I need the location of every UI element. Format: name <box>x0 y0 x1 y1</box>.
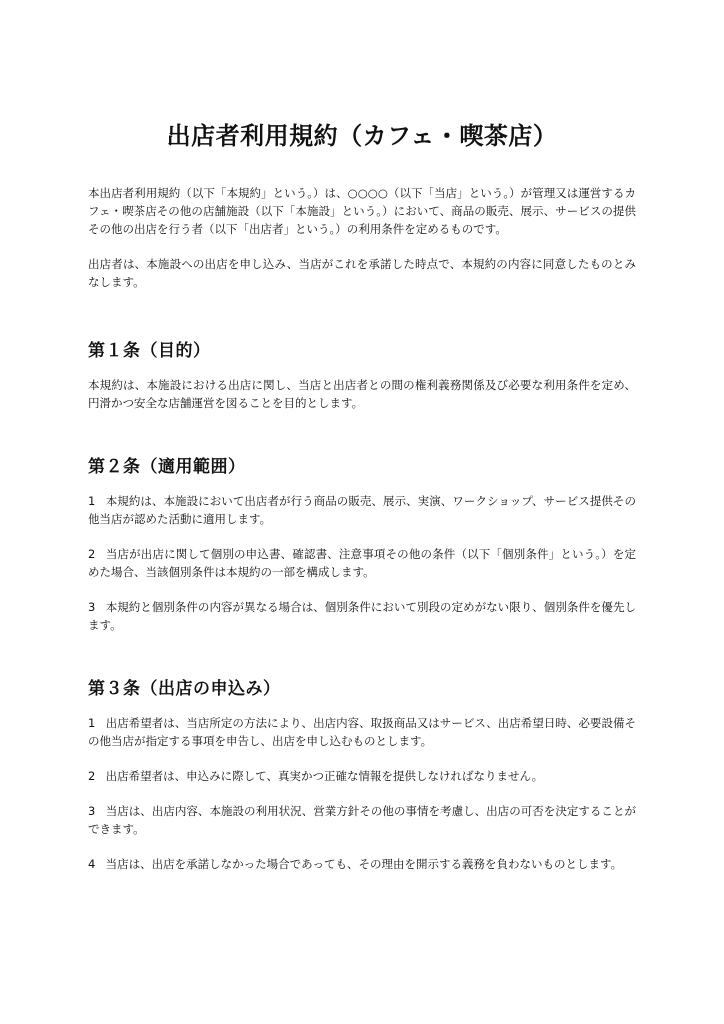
article-3 <box>88 676 636 873</box>
clause-text: 出店希望者は、当店所定の方法により、出店内容、取扱商品又はサービス、出店希望日時、必要設備その他当店が指定する事項を申告し、出店を申し込むものとします。 <box>88 716 636 748</box>
article-paragraph: 本規約は、本施設における出店に関し、当店と出店者との間の権利義務関係及び必要な利用条件を定め、円滑かつ安全な店舗運営を図ることを目的とします。 <box>88 378 636 410</box>
article-heading: 第３条（出店の申込み） <box>88 679 281 699</box>
clause-text: 本規約は、本施設において出店者が行う商品の販売、展示、実演、ワークショップ、サービス提供その他当店が認めた活動に適用します。 <box>88 494 636 526</box>
article-clause <box>88 855 636 873</box>
clause-text: 当店は、出店を承諾しなかった場合であっても、その理由を開示する義務を負わないものとします。 <box>105 857 623 871</box>
clause-number: 2 <box>88 547 96 561</box>
article-clause <box>88 767 636 785</box>
intro-paragraph: 出店者は、本施設への出店を申し込み、当店がこれを承諾した時点で、本規約の内容に同意したものとみなします。 <box>88 257 636 289</box>
article-clause <box>88 492 636 528</box>
article-1 <box>88 338 636 412</box>
clause-number: 1 <box>88 494 96 508</box>
article-clause <box>88 802 636 838</box>
intro-section <box>88 184 636 291</box>
clause-text: 当店が出店に関して個別の申込書、確認書、注意事項その他の条件（以下「個別条件」という。）を定めた場合、当該個別条件は本規約の一部を構成します。 <box>88 547 636 579</box>
article-clause <box>88 714 636 750</box>
clause-text: 当店は、出店内容、本施設の利用状況、営業方針その他の事情を考慮し、出店の可否を決定することができます。 <box>88 804 636 836</box>
article-heading: 第２条（適用範囲） <box>88 457 246 477</box>
clause-number: 4 <box>88 857 96 871</box>
clause-number: 3 <box>88 804 96 818</box>
article-heading: 第１条（目的） <box>88 341 211 361</box>
clause-number: 3 <box>88 600 96 614</box>
clause-number: 1 <box>88 716 96 730</box>
article-clause <box>88 598 636 634</box>
document-title: 出店者利用規約（カフェ・喫茶店） <box>166 122 558 150</box>
article-2 <box>88 454 636 634</box>
clause-text: 出店希望者は、申込みに際して、真実かつ正確な情報を提供しなければなりません。 <box>105 769 544 783</box>
clause-text: 本規約と個別条件の内容が異なる場合は、個別条件において別段の定めがない限り、個別条件を優先します。 <box>88 600 636 632</box>
article-clause <box>88 545 636 581</box>
intro-paragraph: 本出店者利用規約（以下「本規約」という。）は、○○○○（以下「当店」という。）が管理又は運営するカフェ・喫茶店その他の店舗施設（以下「本施設」という。）において、商品の販売、展示、サービスの提供その他の出店を行う者（以下「出店者」という。）の利用条件を定めるものです。 <box>88 186 636 236</box>
clause-number: 2 <box>88 769 96 783</box>
